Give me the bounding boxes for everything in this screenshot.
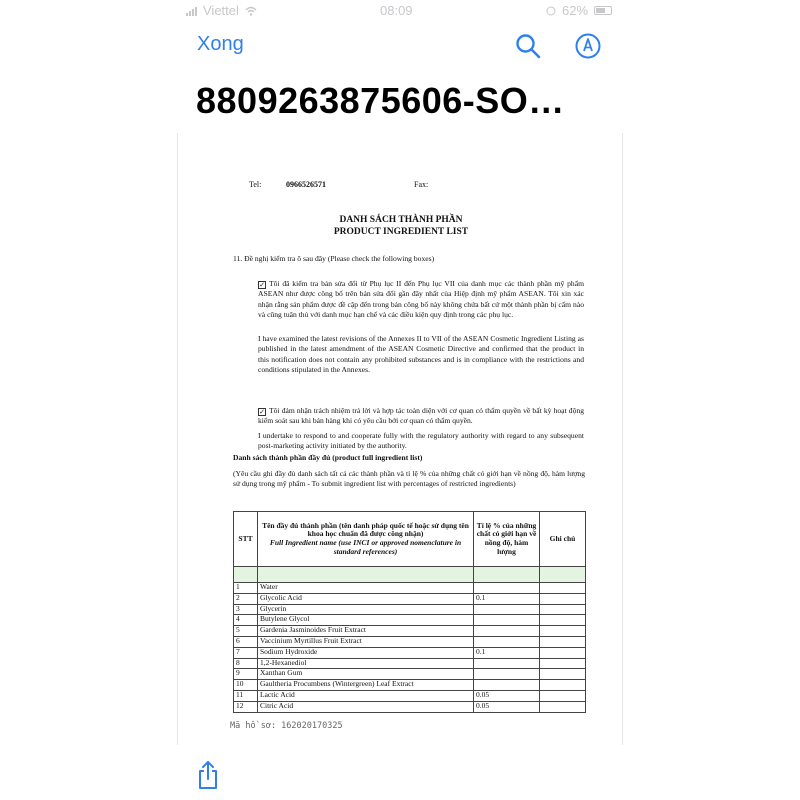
- header-ingredient-name: [258, 512, 474, 567]
- cell-stt: 9: [234, 669, 258, 680]
- table-row: [234, 626, 586, 637]
- rotation-lock-icon: [546, 6, 556, 16]
- cell-name: Glycolic Acid: [258, 593, 474, 604]
- cell-name: Gaultheria Procumbens (Wintergreen) Leaf Extract: [258, 680, 474, 691]
- declaration-1-vi-text: Tôi đã kiểm tra bản sửa đổi từ Phụ lục II đến Phụ lục VII của danh mục các thành phần mỹ phẩm ASEAN như được công bố trên bản sửa đổi gần đây nhất của Hiệp định mỹ phẩm ASEAN. Tôi xin xác nhận rằng sản phẩm được đề cập đến trong bản công bố này không chứa bất cứ một thành phần bị cấm nào và cũng tuân thủ với danh mục hạn chế và các điều kiện quy định trong các phụ lục.: [258, 279, 584, 319]
- cell-stt: 12: [234, 701, 258, 712]
- table-row: [234, 647, 586, 658]
- fax-label: Fax:: [414, 180, 429, 189]
- table-row: [234, 701, 586, 712]
- cell-stt: 6: [234, 636, 258, 647]
- tel-value: 0966526571: [286, 180, 326, 189]
- item-11-instruction: 11. Đề nghị kiểm tra ô sau đây (Please check the following boxes): [233, 254, 435, 263]
- cell-name: Citric Acid: [258, 701, 474, 712]
- cell-name: Lactic Acid: [258, 690, 474, 701]
- battery-group: [546, 3, 612, 18]
- share-icon[interactable]: [196, 760, 220, 790]
- list-title-en: PRODUCT INGREDIENT LIST: [333, 227, 469, 237]
- carrier-group: [186, 3, 257, 18]
- battery-icon: [594, 6, 612, 15]
- header-note: Ghi chú: [540, 512, 586, 567]
- wifi-icon: [245, 6, 257, 16]
- cell-name: Glycerin: [258, 604, 474, 615]
- cell-percent: 0.1: [474, 647, 540, 658]
- cell-stt: 2: [234, 593, 258, 604]
- ingredient-table: [233, 511, 586, 713]
- table-header-row: [234, 512, 586, 567]
- list-title-vi: DANH SÁCH THÀNH PHẦN: [339, 215, 463, 225]
- carrier-name: Viettel: [203, 3, 239, 18]
- tel-label: Tel:: [249, 180, 262, 189]
- cell-percent: [474, 604, 540, 615]
- table-row: [234, 658, 586, 669]
- full-list-heading: Danh sách thành phần đầy đủ (product full ingredient list): [233, 453, 423, 462]
- cell-note: [540, 615, 586, 626]
- cell-stt: 4: [234, 615, 258, 626]
- cell-name: Vaccinium Myrtillus Fruit Extract: [258, 636, 474, 647]
- cell-percent: 0.1: [474, 593, 540, 604]
- markup-pen-icon[interactable]: [574, 32, 602, 60]
- declaration-1-vi: [258, 279, 584, 320]
- signal-icon: [186, 6, 197, 16]
- cell-percent: [474, 636, 540, 647]
- search-icon[interactable]: [514, 32, 542, 60]
- header-name-vi: Tên đầy đủ thành phần (tên danh pháp quốc tế hoặc sử dụng tên khoa học chuẩn đã được công nhận): [262, 520, 469, 539]
- cell-note: [540, 658, 586, 669]
- table-row: [234, 680, 586, 691]
- cell-note: [540, 680, 586, 691]
- cell-percent: 0.05: [474, 690, 540, 701]
- table-row: [234, 636, 586, 647]
- cell-name: Xanthan Gum: [258, 669, 474, 680]
- cell-stt: 1: [234, 583, 258, 594]
- header-stt: STT: [234, 512, 258, 567]
- battery-percent: 62%: [562, 3, 589, 18]
- cell-note: [540, 690, 586, 701]
- cell-note: [540, 583, 586, 594]
- document-page[interactable]: [177, 133, 623, 745]
- cell-note: [540, 669, 586, 680]
- cell-name: Butylene Glycol: [258, 615, 474, 626]
- cell-name: Water: [258, 583, 474, 594]
- cell-name: Sodium Hydroxide: [258, 647, 474, 658]
- cell-stt: 11: [234, 690, 258, 701]
- status-bar: [0, 0, 800, 22]
- full-list-note: (Yêu cầu ghi đầy đủ danh sách tất cả các thành phần và tỉ lệ % của những chất có giới hạn về nồng độ, hàm lượng sử dụng trong mỹ phẩm - To submit ingredient list with percentages of restricted ingredients): [233, 469, 585, 489]
- cell-percent: [474, 669, 540, 680]
- declaration-1-en: I have examined the latest revisions of the Annexes II to VII of the ASEAN Cosmetic Ingredient Listing as published in the latest amendment of the ASEAN Cosmetic Directive and confirmed that the product in this notification does not contain any prohibited substances and is in compliance with the restrictions and conditions stipulated in the Annexes.: [258, 334, 584, 374]
- document-title: 8809263875606-SO…: [196, 80, 565, 121]
- cell-percent: 0.05: [474, 701, 540, 712]
- cell-percent: [474, 626, 540, 637]
- declaration-2-en: I undertake to respond to and cooperate fully with the regulatory authority with regard to any subsequent post-marketing activity initiated by the authority.: [258, 431, 584, 451]
- cell-stt: 5: [234, 626, 258, 637]
- header-percent: Tỉ lệ % của những chất có giới hạn về nồng độ, hàm lượng: [474, 512, 540, 567]
- cell-note: [540, 647, 586, 658]
- cell-name: 1,2-Hexanediol: [258, 658, 474, 669]
- cell-note: [540, 626, 586, 637]
- checkbox-checked-icon[interactable]: ✓: [259, 281, 265, 289]
- declaration-2-vi: [258, 406, 584, 427]
- cell-percent: [474, 615, 540, 626]
- table-row: [234, 669, 586, 680]
- cell-stt: 10: [234, 680, 258, 691]
- cell-note: [540, 636, 586, 647]
- status-time: 08:09: [380, 3, 413, 18]
- done-button[interactable]: Xong: [197, 33, 244, 55]
- cell-percent: [474, 583, 540, 594]
- cell-stt: 8: [234, 658, 258, 669]
- cell-percent: [474, 680, 540, 691]
- declaration-2-vi-text: Tôi đảm nhận trách nhiệm trả lời và hợp tác toàn diện với cơ quan có thẩm quyền về bất kỳ hoạt động kiểm soát sau khi bán hàng khi có yêu cầu bởi cơ quan có thẩm quyền.: [258, 406, 584, 426]
- checkbox-checked-icon[interactable]: ✓: [259, 408, 265, 416]
- table-row: [234, 690, 586, 701]
- table-spacer-row: [234, 567, 586, 583]
- cell-note: [540, 593, 586, 604]
- cell-note: [540, 604, 586, 615]
- header-name-en: Full Ingredient name (use INCI or approved nomenclature in standard references): [269, 538, 462, 556]
- cell-percent: [474, 658, 540, 669]
- table-row: [234, 604, 586, 615]
- cell-stt: 7: [234, 647, 258, 658]
- cell-stt: 3: [234, 604, 258, 615]
- table-row: [234, 615, 586, 626]
- cell-name: Gardenia Jasminoides Fruit Extract: [258, 626, 474, 637]
- file-code: Mã hồ sơ: 162020170325: [230, 721, 343, 731]
- cell-note: [540, 701, 586, 712]
- table-row: [234, 593, 586, 604]
- table-row: [234, 583, 586, 594]
